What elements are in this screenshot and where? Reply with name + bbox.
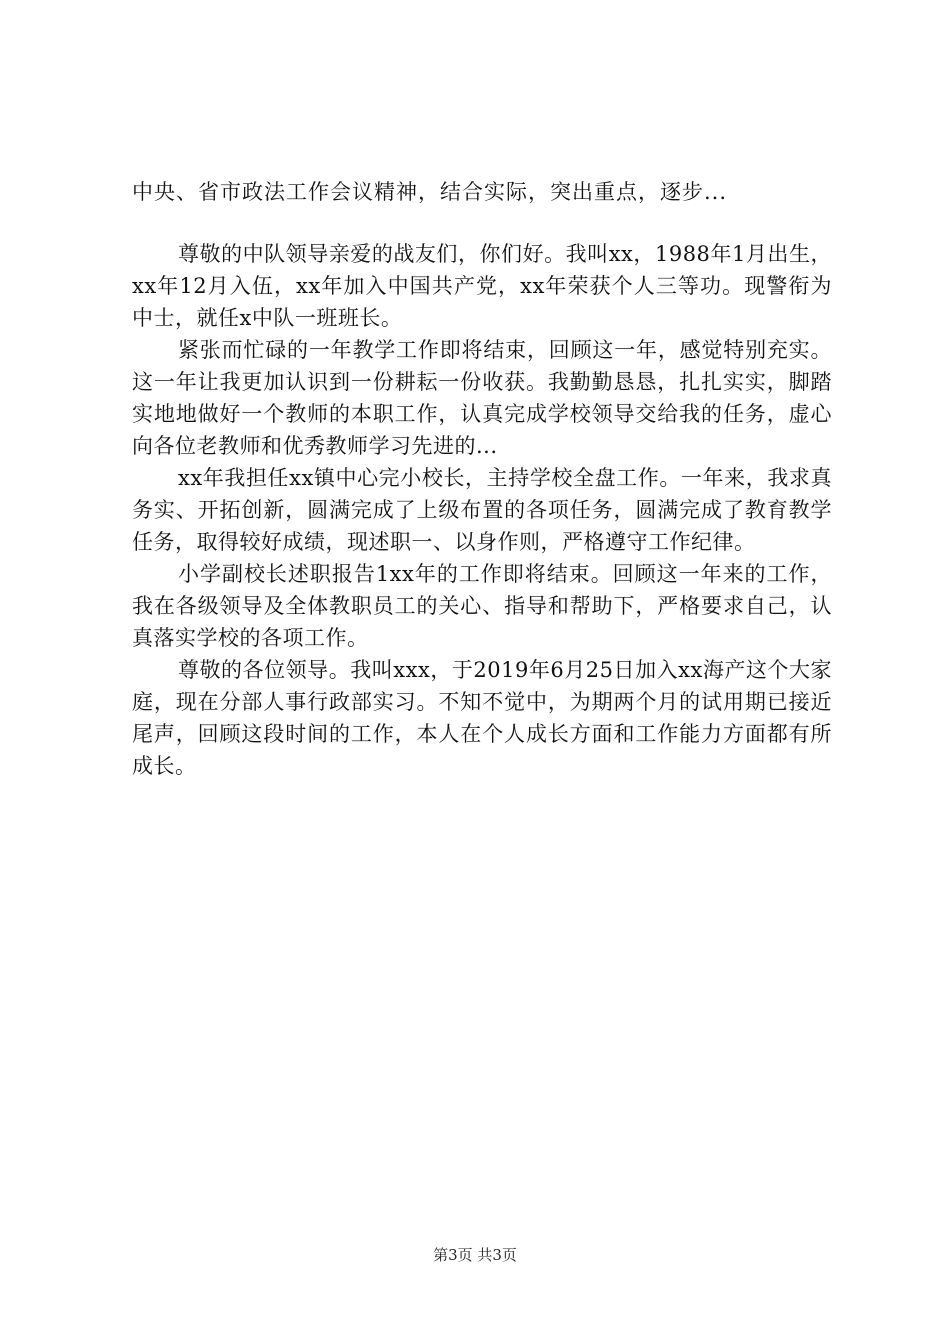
paragraph-4: 小学副校长述职报告1xx年的工作即将结束。回顾这一年来的工作，我在各级领导及全体教职员工的关心、指导和帮助下，严格要求自己，认真落实学校的各项工作。 [132, 562, 832, 650]
page-number: 第3页 共3页 [433, 1246, 517, 1264]
paragraph-1: 尊敬的中队领导亲爱的战友们，你们好。我叫xx，1988年1月出生，xx年12月入伍，xx年加入中国共产党，xx年荣获个人三等功。现警衔为中士，就任x中队一班班长。 [132, 242, 832, 330]
paragraph-2: 紧张而忙碌的一年教学工作即将结束，回顾这一年，感觉特别充实。这一年让我更加认识到一份耕耘一份收获。我勤勤恳恳，扎扎实实，脚踏实地地做好一个教师的本职工作，认真完成学校领导交给我的任务，虚心向各位老教师和优秀教师学习先进的... [132, 338, 832, 458]
document-body [132, 176, 832, 782]
paragraph-3: xx年我担任xx镇中心完小校长，主持学校全盘工作。一年来，我求真务实、开拓创新，圆满完成了上级布置的各项任务，圆满完成了教育教学任务，取得较好成绩，现述职一、以身作则，严格遵守工作纪律。 [132, 466, 832, 554]
paragraph-list [132, 238, 832, 782]
lead-line: 中央、省市政法工作会议精神，结合实际，突出重点，逐步... [132, 180, 728, 204]
paragraph-5: 尊敬的各位领导。我叫xxx，于2019年6月25日加入xx海产这个大家庭，现在分部人事行政部实习。不知不觉中，为期两个月的试用期已接近尾声，回顾这段时间的工作，本人在个人成长方面和工作能力方面都有所成长。 [132, 658, 832, 778]
page-footer [0, 1245, 950, 1265]
